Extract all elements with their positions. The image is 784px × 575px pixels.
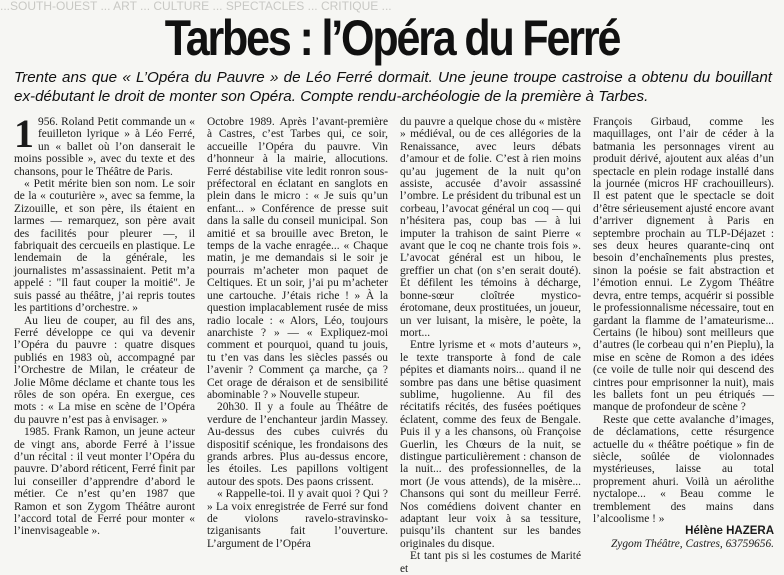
article-paragraph: François Girbaud, comme les maquillages, ont l’air de céder à la batmania les personnages virent au produit dérivé, ajoutent aux aléas d’un spectacle en plein rodage installé dans la journée (micros HF crachouilleurs). Il est patent que le spectacle se doit d’être sérieusement ajusté encore avant d’arriver dignement à Paris en septembre prochain au TLP-Déjazet : ses deux heures quarante-cinq ont besoin d’enchaînements plus prestes, sinon la poésie se fait abstraction et l’émotion ennui. Le Zygom Théâtre devra, entre temps, acquérir si possible le professionnalisme nécessaire, tout en gardant la flamme de l’amateurisme... Certains (le hibou) sont meilleurs que d’autres (le corbeau qui n’en Pieplu), la mise en scène de Romon a des idées (ce voile de tulle noir qui descend des cintres pour emprisonner la nuit), mais les ballets font un peu étriqués — manque de profondeur de scène ? bbox=[593, 116, 774, 414]
article-body bbox=[14, 111, 774, 575]
standfirst: Trente ans que « L’Opéra du Pauvre » de Léo Ferré dormait. Une jeune troupe castroise a obtenu du bouillant ex-débutant le droit de monter son Opéra. Compte rendu-archéologie de la première à Tarbes. bbox=[14, 69, 772, 105]
article-column-4 bbox=[593, 116, 774, 548]
article-paragraph: Reste que cette avalanche d’images, de déclamations, cette résurgence actuelle du « théâtre poétique » fin de siècle, soûlée de violonnades mystérieuses, laisse au total proprement ahuri. Voilà un aérolithe nyctalope... « Beau comme le tremblement des mains dans l’alcoolisme ! » bbox=[593, 413, 774, 525]
article-paragraph: « Rappelle-toi. Il y avait quoi ? Qui ? » La voix enregistrée de Ferré sur fond de violons ravelo-stravinsko-tziganisants fait l’ouverture. L’argument de l’Opéra bbox=[207, 488, 388, 550]
masthead-fragment: ...SOUTH-OUEST ... ART ... CULTURE ... SPECTACLES ... CRITIQUE ... bbox=[0, 0, 392, 13]
article-column-2 bbox=[207, 116, 388, 548]
article-paragraph: Au lieu de couper, au fil des ans, Ferré développe ce qui va devenir l’Opéra du pauvre : quatre disques publiés en 1983 où, accompagné par l’Orchestre de Milan, le créateur de Jolie Môme déclame et chante tous les rôles de son opéra. En exergue, ces mots : « La mise en scène de l’Opéra du pauvre n’est pas à envisager. » bbox=[14, 314, 195, 426]
article-column-3 bbox=[400, 116, 581, 575]
headline: Tarbes : l’Opéra du Ferré bbox=[164, 10, 620, 66]
article-paragraph: Et tant pis si les costumes de Marité et bbox=[400, 550, 581, 575]
article-paragraph: « Petit mérite bien son nom. Le soir de la « couturière », avec sa femme, la Zizouille, et son père, ils étaient en larmes — remarquez, son père avait des facilités pour pleurer —, il fabriquait des cercueils en plastique. Le lendemain de la générale, les journalistes m’assassinaient. Petit m’a appelé : "Il faut couper la moitié". Je suis passé au théâtre, j’ai repris toutes les partitions d’orchestre. » bbox=[14, 178, 195, 315]
drop-cap: 1 bbox=[14, 111, 34, 156]
author-signature: Hélène HAZERA bbox=[685, 525, 774, 538]
article-paragraph: du pauvre a quelque chose du « mistère » médiéval, ou de ces allégories de la Renaissance, avec leurs débats d’amour et de folie. C’est à rien moins qu’au jugement de la nuit qu’on assiste, accusée d’avoir assassiné l’ombre. Le président du tribunal est un corbeau, l’avocat général un coq — qui n’hésitera pas, coup bas — à lui imputer la trahison de saint Pierre « avant que le coq ne chante trois fois ». L’avocat général est un hibou, le greffier un chat (on s’en serait douté). Et défilent les témoins à décharge, bonne-sœur cloîtrée mystico-érotomane, deux prostituées, un joueur, un ver luisant, la misère, le poète, la mort... bbox=[400, 116, 581, 339]
venue-credit: Zygom Théâtre, Castres, 63759656. bbox=[610, 537, 774, 550]
article-paragraph: Entre lyrisme et « mots d’auteurs », le texte transporte à fond de cale pépites et diamants noirs... quand il ne sombre pas dans une bêtise quasiment sublime, hugolienne. Au fil des récitatifs récités, des fusées poétiques éclatent, comme des feux de Bengale. Puis il y a les chansons, où Françoise Guerlin, les Chœurs de la nuit, se distingue particulièrement : chanson de la nuit... des professionnelles, de la mort (Je vous attends), de la misère... Chansons qui sont du meilleur Ferré. Nos comédiens doivent chanter en adaptant leur voix à sa tessiture, puisqu’ils chantent sur les bandes originales du disque. bbox=[400, 339, 581, 550]
article-paragraph: Octobre 1989. Après l’avant-première à Castres, c’est Tarbes qui, ce soir, accueille l’Opéra du pauvre. Vin d’honneur à la mairie, allocutions. Ferré déstabilise vite ledit ronron sous-préfectoral en éclatant en sanglots en plein dans le micro : « Je suis qu’un enfant... » Conférence de presse suit dans la salle du conseil municipal. Son amitié et sa brouille avec Breton, le temps de la vache enragée... « Chaque matin, je me demandais si le soir je pourrais m’acheter mon paquet de Celtiques. Et un soir, j’ai pu m’acheter une cartouche. J’étais riche ! » À la question implacablement rusée de miss radio locale : « Alors, Léo, toujours anarchiste ? » — « Expliquez-moi comment et pourquoi, quand tu jouis, tu t’en vas dans les siècles passés ou l’avenir ? Comment ça marche, ça ? Cet orage de déraison et de sensibilité abominable ? » Nouvelle stupeur. bbox=[207, 116, 388, 401]
article-paragraph: 20h30. Il y a foule au Théâtre de verdure de l’enchanteur jardin Massey. Au-dessus des cubes cuivrés du dispositif scénique, les frondaisons des grands arbres. Plus au-dessus encore, les étoiles. Les papillons voltigent autour des spots. Des paons crissent. bbox=[207, 401, 388, 488]
article-paragraph: 1985. Frank Ramon, un jeune acteur de vingt ans, aborde Ferré à l’issue d’un récital : il veut monter l’Opéra du pauvre. D’abord réticent, Ferré finit par lui conseiller d’apprendre d’abord le métier. Ce n’est qu’en 1987 que Ramon et son Zygom Théâtre auront l’accord total de Ferré pour monter « l’inenvisageable ». bbox=[14, 426, 195, 538]
article-paragraph: 1 956. Roland Petit commande un « feuilleton lyrique » à Léo Ferré, un « ballet où l’on danserait le moins possible », avec du texte et des chansons, pour le Théâtre de Paris. bbox=[14, 111, 195, 178]
article-column-1 bbox=[14, 111, 195, 548]
